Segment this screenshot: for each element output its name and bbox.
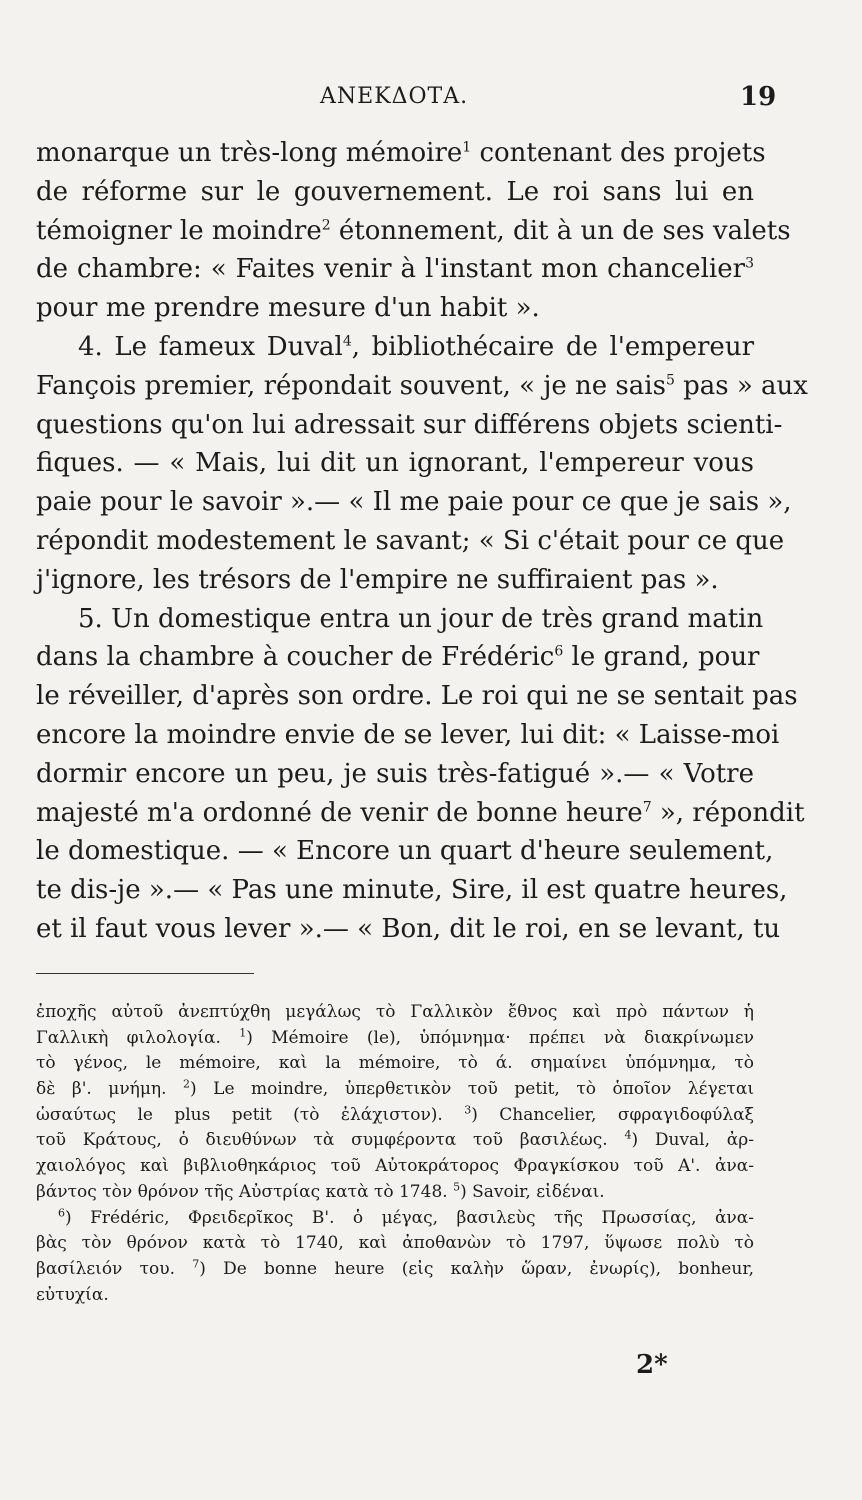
footnote-line: Γαλλικὴ φιλολογία. $^1$) Mémoire (le), ὑπόμνημα· πρέπει νὰ διακρίνωμεν — [36, 1026, 754, 1048]
main-text — [36, 134, 808, 949]
text-line: de réforme sur le gouvernement. Le roi sans lui en — [36, 176, 754, 207]
text-line: 4. Le fameux Duval$^4$, bibliothécaire de l'empereur — [78, 331, 754, 362]
text-line: témoigner le moindre$^2$ étonnement, dit à un de ses valets — [36, 215, 791, 246]
text-line: 5. Un domestique entra un jour de très grand matin — [78, 603, 764, 634]
text-line: le domestique. — « Encore un quart d'heure seulement, — [36, 836, 774, 867]
footnote-separator — [36, 973, 254, 974]
footnote-line: βασίλειόν του. $^7$) De bonne heure (εἰς καλὴν ὥραν, ἐνωρίς), bonheur, — [36, 1257, 754, 1279]
text-line: j'ignore, les trésors de l'empire ne suffiraient pas ». — [36, 564, 719, 595]
text-line: majesté m'a ordonné de venir de bonne heure$^7$ », répondit — [36, 797, 805, 828]
text-line: Fançois premier, répondait souvent, « je ne sais$^5$ pas » aux — [36, 370, 808, 401]
text-line: de chambre: « Faites venir à l'instant mon chancelier$^3$ — [36, 254, 754, 285]
footnote-line: εὐτυχία. — [36, 1284, 109, 1305]
text-line: monarque un très-long mémoire$^1$ contenant des projets — [36, 138, 766, 168]
page-number: 19 — [740, 82, 777, 112]
footnote-line: ὡσαύτως le plus petit (τὸ ἐλάχιστον). $^3$) Chancelier, σφραγιδοφύλαξ — [36, 1103, 754, 1125]
text-line: dans la chambre à coucher de Frédéric$^6$ le grand, pour — [36, 642, 760, 673]
footnote-line: ἐποχῆς αὐτοῦ ἀνεπτύχθη μεγάλως τὸ Γαλλικὸν ἔθνος καὶ πρὸ πάντων ἡ — [36, 1002, 754, 1022]
footnote-line: βὰς τὸν θρόνον κατὰ τὸ 1740, καὶ ἀποθανὼν τὸ 1797, ὕψωσε πολὺ τὸ — [36, 1233, 754, 1254]
footnote-line: τοῦ Κράτους, ὁ διευθύνων τὰ συμφέροντα τοῦ βασιλέως. $^4$) Duval, ἀρ- — [36, 1128, 754, 1151]
text-line: dormir encore un peu, je suis très-fatigué ».— « Votre — [36, 758, 754, 789]
text-line: le réveiller, d'après son ordre. Le roi qui ne se sentait pas — [36, 681, 798, 712]
running-head — [0, 84, 862, 114]
text-line: paie pour le savoir ».— « Il me paie pour ce que je sais », — [36, 487, 792, 518]
text-line: questions qu'on lui adressait sur différens objets scienti- — [36, 409, 783, 440]
footnote-line: δὲ β'. μνήμη. $^2$) Le moindre, ὑπερθετικὸν τοῦ petit, τὸ ὁποῖον λέγεται — [36, 1077, 754, 1100]
footnote-line: τὸ γένος, le mémoire, καὶ la mémoire, τὸ ά. σημαίνει ὑπόμνημα, τὸ — [36, 1053, 754, 1074]
footnote-line: χαιολόγος καὶ βιβλιοθηκάριος τοῦ Αὐτοκράτορος Φραγκίσκου τοῦ Α'. ἀνα- — [36, 1156, 754, 1177]
footnotes — [36, 1000, 754, 1308]
signature-mark: 2* — [636, 1350, 668, 1380]
text-line: te dis-je ».— « Pas une minute, Sire, il est quatre heures, — [36, 875, 788, 906]
text-line: fiques. — « Mais, lui dit un ignorant, l'empereur vous — [36, 448, 754, 479]
text-line: encore la moindre envie de se lever, lui dit: « Laisse-moi — [36, 719, 780, 750]
text-line: et il faut vous lever ».— « Bon, dit le roi, en se levant, tu — [36, 913, 781, 944]
running-title: ΑΝΕΚΔΟΤΑ. — [320, 84, 469, 109]
footnote-line: $^6$) Frédéric, Φρειδερῖκος Β'. ὁ μέγας, βασιλεὺς τῆς Πρωσσίας, ἀνα- — [58, 1205, 754, 1228]
text-line: répondit modestement le savant; « Si c'était pour ce que — [36, 525, 785, 556]
text-line: pour me prendre mesure d'un habit ». — [36, 293, 540, 324]
footnote-line: βάντος τὸν θρόνον τῆς Αὐστρίας κατὰ τὸ 1748. $^5$) Savoir, εἰδέναι. — [36, 1180, 605, 1202]
